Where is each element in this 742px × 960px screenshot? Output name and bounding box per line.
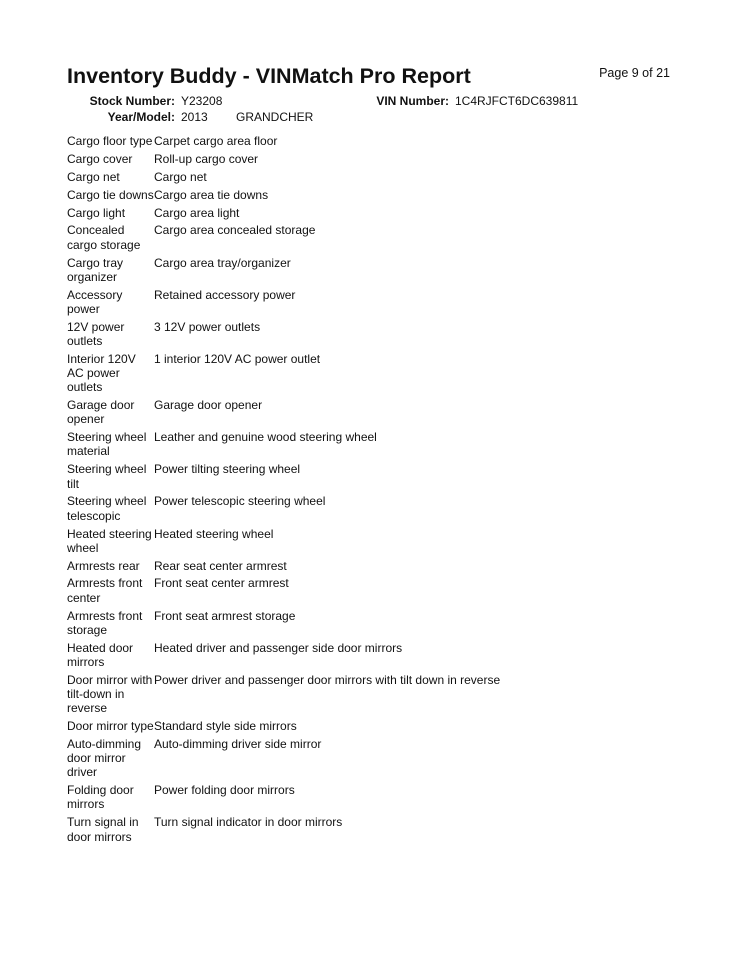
table-row — [67, 576, 687, 604]
year-model-label: Year/Model: — [107, 110, 175, 124]
feature-value: Power folding door mirrors — [154, 783, 295, 798]
report-title: Inventory Buddy - VINMatch Pro Report — [67, 64, 471, 88]
table-row — [67, 256, 687, 284]
feature-value: Cargo area tray/organizer — [154, 255, 291, 270]
table-row — [67, 170, 687, 184]
feature-name: Armrests rear — [67, 558, 140, 573]
year-value: 2013 — [181, 110, 208, 124]
feature-value: Front seat center armrest — [154, 576, 289, 591]
feature-name: Cargo cover — [67, 151, 133, 166]
vin-label: VIN Number: — [376, 94, 449, 108]
feature-name: Armrests front storage — [67, 608, 143, 637]
feature-value: Auto-dimming driver side mirror — [154, 736, 322, 751]
feature-value: 3 12V power outlets — [154, 319, 261, 334]
table-row — [67, 559, 687, 573]
feature-value: 1 interior 120V AC power outlet — [154, 351, 321, 366]
feature-name: Cargo tie downs — [67, 187, 154, 202]
feature-name: Heated steering wheel — [67, 526, 152, 555]
table-row — [67, 152, 687, 166]
table-row — [67, 134, 687, 148]
feature-name: Door mirror with tilt-down in reverse — [67, 672, 153, 716]
feature-name: Cargo net — [67, 169, 120, 184]
table-row — [67, 398, 687, 426]
feature-name: Steering wheel telescopic — [67, 494, 147, 523]
feature-name: Door mirror type — [67, 719, 154, 734]
table-row — [67, 352, 687, 395]
table-row — [67, 288, 687, 316]
feature-name: Garage door opener — [67, 398, 135, 427]
table-row — [67, 188, 687, 202]
feature-value: Retained accessory power — [154, 287, 296, 302]
table-row — [67, 783, 687, 811]
table-row — [67, 320, 687, 348]
table-row — [67, 815, 687, 843]
feature-name: Accessory power — [67, 287, 123, 316]
feature-name: Turn signal in door mirrors — [67, 815, 139, 844]
table-row — [67, 719, 687, 733]
feature-value: Cargo area light — [154, 205, 240, 220]
vin-value: 1C4RJFCT6DC639811 — [455, 94, 579, 108]
feature-value: Turn signal indicator in door mirrors — [154, 815, 343, 830]
feature-value: Front seat armrest storage — [154, 608, 296, 623]
feature-value: Roll-up cargo cover — [154, 151, 259, 166]
feature-name: Concealed cargo storage — [67, 223, 141, 252]
model-value: GRANDCHER — [236, 110, 314, 124]
feature-value: Heated steering wheel — [154, 526, 274, 541]
feature-name: Cargo light — [67, 205, 126, 220]
table-row — [67, 737, 687, 780]
feature-name: Armrests front center — [67, 576, 143, 605]
table-row — [67, 430, 687, 458]
table-row — [67, 206, 687, 220]
table-row — [67, 673, 687, 716]
feature-value: Rear seat center armrest — [154, 558, 287, 573]
feature-value: Power telescopic steering wheel — [154, 494, 326, 509]
feature-value: Cargo net — [154, 169, 207, 184]
feature-table — [67, 134, 687, 847]
stock-number-value: Y23208 — [181, 94, 223, 108]
feature-name: Steering wheel material — [67, 430, 147, 459]
feature-value: Standard style side mirrors — [154, 719, 297, 734]
table-row — [67, 494, 687, 522]
feature-name: Heated door mirrors — [67, 640, 134, 669]
table-row — [67, 223, 687, 251]
feature-value: Power driver and passenger door mirrors with tilt down in reverse — [154, 672, 501, 687]
feature-value: Garage door opener — [154, 398, 263, 413]
feature-value: Heated driver and passenger side door mirrors — [154, 640, 403, 655]
feature-name: Folding door mirrors — [67, 783, 134, 812]
feature-value: Cargo area tie downs — [154, 187, 269, 202]
table-row — [67, 462, 687, 490]
feature-name: Auto-dimming door mirror driver — [67, 736, 142, 780]
feature-name: Cargo tray organizer — [67, 255, 124, 284]
feature-name: Interior 120V AC power outlets — [67, 351, 136, 395]
feature-name: 12V power outlets — [67, 319, 125, 348]
feature-value: Leather and genuine wood steering wheel — [154, 430, 377, 445]
stock-number-label: Stock Number: — [89, 94, 175, 108]
feature-name: Steering wheel tilt — [67, 462, 147, 491]
table-row — [67, 527, 687, 555]
page-number: Page 9 of 21 — [599, 66, 670, 80]
feature-value: Carpet cargo area floor — [154, 134, 278, 148]
table-row — [67, 609, 687, 637]
feature-value: Cargo area concealed storage — [154, 223, 316, 238]
table-row — [67, 641, 687, 669]
feature-name: Cargo floor type — [67, 134, 153, 148]
feature-value: Power tilting steering wheel — [154, 462, 301, 477]
